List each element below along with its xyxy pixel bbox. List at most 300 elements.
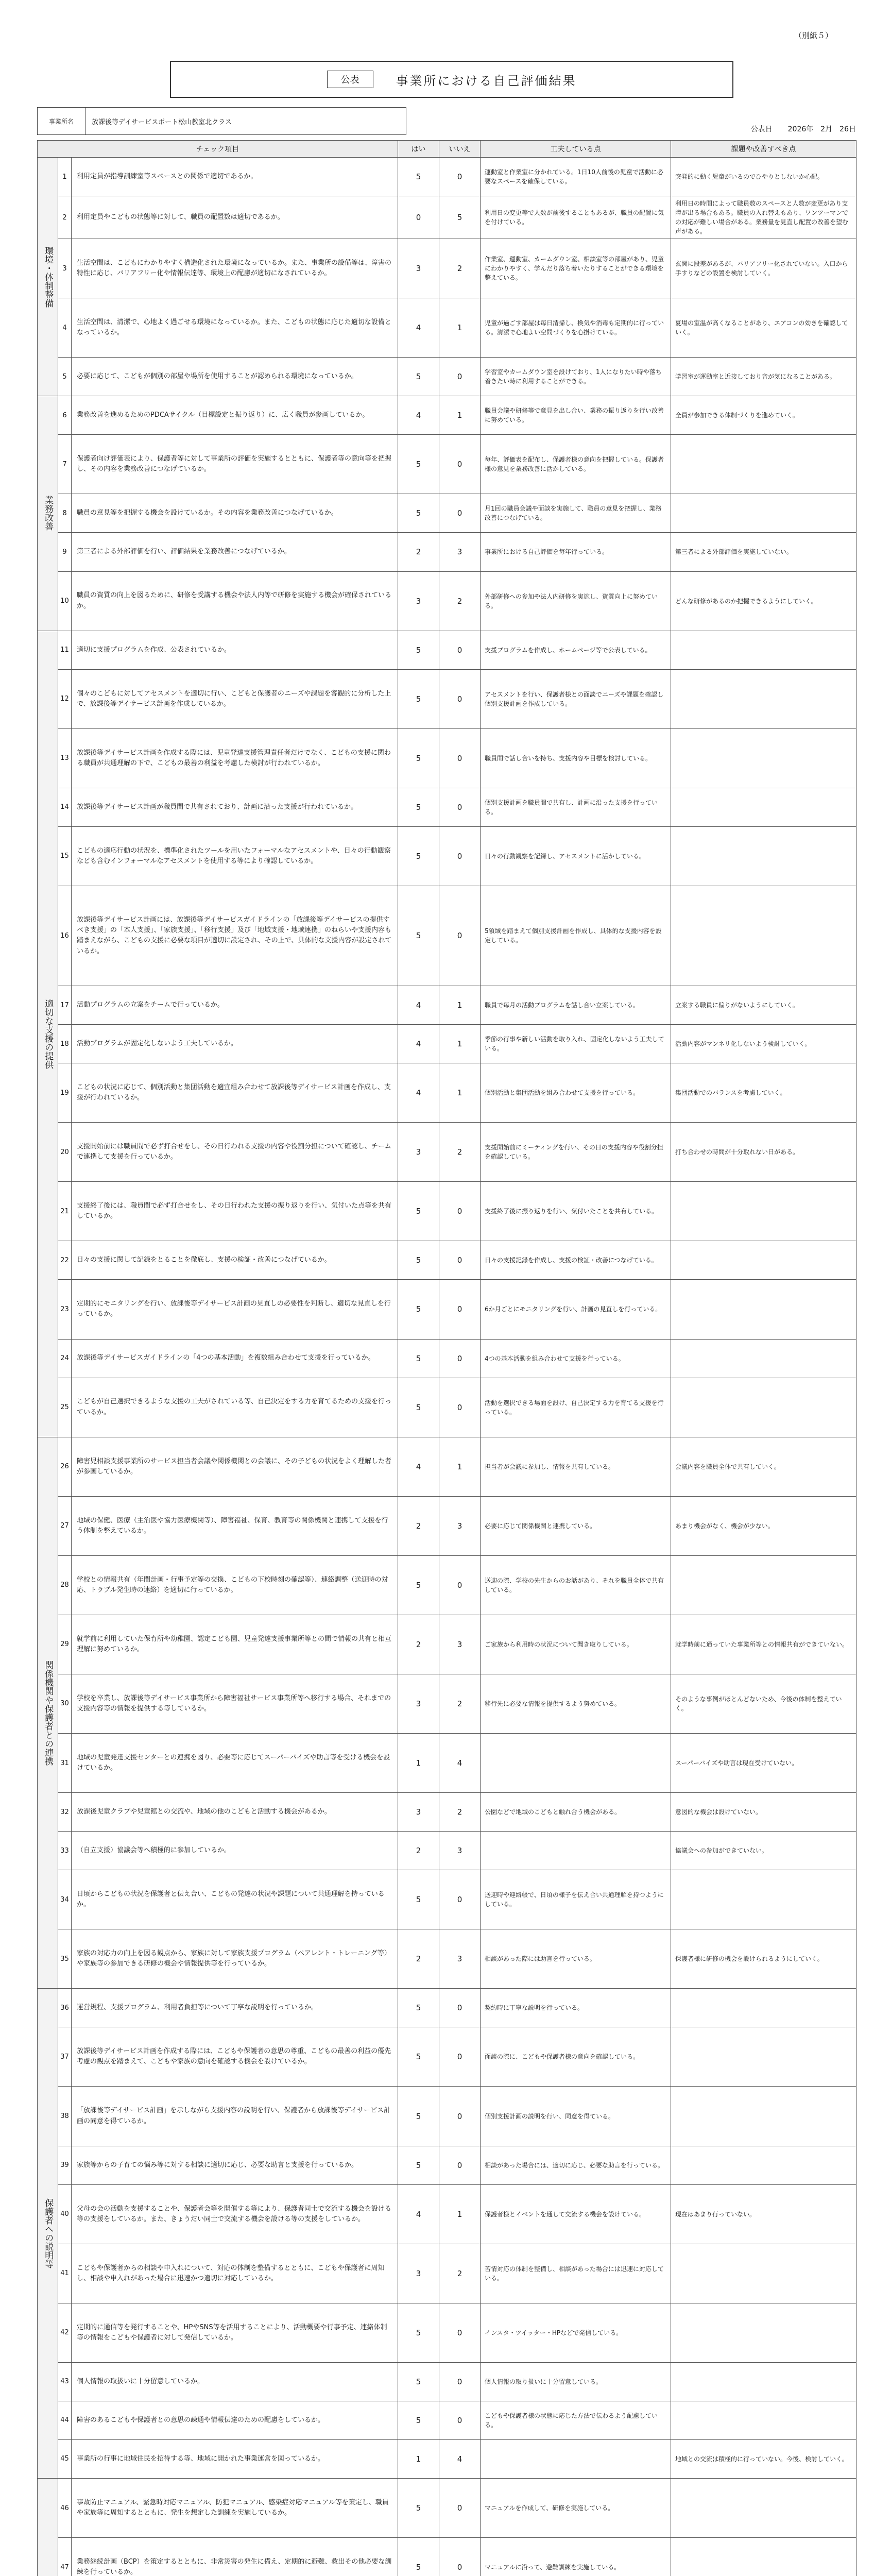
improvement-comment: 会議内容を職員全体で共有していく。 [671,1437,856,1496]
yes-count: 4 [398,2184,439,2244]
no-count: 2 [439,2244,481,2303]
row-number: 30 [58,1674,72,1733]
improvement-comment: 打ち合わせの時間が十分取れない日がある。 [671,1123,856,1182]
check-item: 事故防止マニュアル、緊急時対応マニュアル、防犯マニュアル、感染症対応マニュアル等を策定し、職員や家族等に周知するとともに、発生を想定した訓練を実施しているか。 [72,2478,398,2537]
improvement-comment: あまり機会がなく、機会が少ない。 [671,1496,856,1555]
header-improve: 課題や改善すべき点 [671,141,856,158]
row-number: 29 [58,1615,72,1674]
category-label: 業務改善 [38,396,58,631]
table-row [38,435,856,494]
row-number: 28 [58,1555,72,1615]
no-count: 3 [439,1615,481,1674]
table-row [38,2538,856,2576]
improvement-comment: 立案する職員に偏りがないようにしていく。 [671,986,856,1025]
check-item: 父母の会の活動を支援することや、保護者会等を開催する等により、保護者同士で交流する機会を設ける等の支援をしているか。また、きょうだい同士で交流する機会を設ける等の支援をしているか。 [72,2184,398,2244]
yes-count: 5 [398,2146,439,2184]
yes-count: 5 [398,788,439,826]
yes-count: 4 [398,1063,439,1123]
improvement-comment [671,1339,856,1378]
yes-count: 2 [398,533,439,571]
row-number: 22 [58,1241,72,1280]
check-item: （自立支援）協議会等へ積極的に参加しているか。 [72,1832,398,1870]
no-count: 2 [439,1123,481,1182]
improvement-comment: 全員が参加できる体制づくりを進めていく。 [671,396,856,435]
row-number: 17 [58,986,72,1025]
check-item: 職員の資質の向上を図るために、研修を受講する機会や法人内等で研修を実施する機会が確保されているか。 [72,571,398,631]
no-count: 0 [439,2146,481,2184]
no-count: 0 [439,1989,481,2027]
effort-comment: 運動室と作業室に分かれている。1日10人前後の児童で活動に必要なスペースを確保している。 [481,158,671,196]
yes-count: 4 [398,298,439,358]
check-item: 事業所の行事に地域住民を招待する等、地域に開かれた事業運営を図っているか。 [72,2439,398,2478]
table-row [38,1674,856,1733]
table-row [38,886,856,986]
improvement-comment [671,1280,856,1339]
row-number: 9 [58,533,72,571]
effort-comment: マニュアルを作成して、研修を実施している。 [481,2478,671,2537]
row-number: 10 [58,571,72,631]
improvement-comment: 玄関に段差があるが、バリアフリー化されていない。入口から手すりなどの設置を検討していく。 [671,239,856,298]
table-row [38,1989,856,2027]
effort-comment: 個別支援計画を職員間で共有し、計画に沿った支援を行っている。 [481,788,671,826]
effort-comment: 4つの基本活動を組み合わせて支援を行っている。 [481,1339,671,1378]
yes-count: 0 [398,196,439,239]
table-row [38,2244,856,2303]
check-item: 個人情報の取扱いに十分留意しているか。 [72,2362,398,2401]
no-count: 0 [439,1378,481,1437]
no-count: 2 [439,1674,481,1733]
effort-comment: 職員で毎月の活動プログラムを話し合い立案している。 [481,986,671,1025]
improvement-comment: 保護者様に研修の機会を設けられるようにしていく。 [671,1929,856,1989]
row-number: 14 [58,788,72,826]
check-item: 適切に支援プログラムを作成、公表されているか。 [72,631,398,669]
check-item: 活動プログラムの立案をチームで行っているか。 [72,986,398,1025]
no-count: 0 [439,1339,481,1378]
check-item: こどもの適応行動の状況を、標準化されたツールを用いたフォーマルなアセスメントや、日々の行動観察なども含むインフォーマルなアセスメントを使用する等により確認しているか。 [72,826,398,886]
effort-comment: 相談があった場合には、適切に応じ、必要な助言を行っている。 [481,2146,671,2184]
row-number: 37 [58,2027,72,2087]
row-number: 42 [58,2303,72,2362]
check-item: 職員の意見等を把握する機会を設けているか。その内容を業務改善につなげているか。 [72,494,398,533]
no-count: 0 [439,435,481,494]
improvement-comment: 現在はあまり行っていない。 [671,2184,856,2244]
table-row [38,1870,856,1929]
check-item: 生活空間は、清潔で、心地よく過ごせる環境になっているか。また、こどもの状態に応じた適切な設備となっているか。 [72,298,398,358]
improvement-comment [671,1182,856,1241]
yes-count: 2 [398,1496,439,1555]
check-item: 放課後等デイサービス計画を作成する際には、児童発達支援管理責任者だけでなく、こどもの支援に関わる職員が共通理解の下で、こどもの最善の利益を考慮した検討が行われているか。 [72,728,398,788]
no-count: 0 [439,728,481,788]
improvement-comment [671,1378,856,1437]
yes-count: 5 [398,728,439,788]
yes-count: 4 [398,1437,439,1496]
yes-count: 5 [398,1182,439,1241]
no-count: 0 [439,886,481,986]
table-row [38,1832,856,1870]
check-item: 放課後等デイサービス計画には、放課後等デイサービスガイドラインの「放課後等デイサービスの提供すべき支援」の「本人支援」、「家族支援」、「移行支援」及び「地域支援・地域連携」のねらいや支援内容も踏まえながら、こどもの支援に必要な項目が適切に設定され、その上で、具体的な支援内容が設定されているか。 [72,886,398,986]
improvement-comment [671,886,856,986]
check-item: 個々のこどもに対してアセスメントを適切に行い、こどもと保護者のニーズや課題を客観的に分析した上で、放課後等デイサービス計画を作成しているか。 [72,669,398,728]
yes-count: 5 [398,1989,439,2027]
no-count: 0 [439,2027,481,2087]
improvement-comment [671,1870,856,1929]
table-row [38,1123,856,1182]
table-row [38,986,856,1025]
row-number: 38 [58,2087,72,2146]
row-number: 7 [58,435,72,494]
table-row [38,2303,856,2362]
yes-count: 5 [398,886,439,986]
no-count: 0 [439,2362,481,2401]
check-item: 利用定員が指導訓練室等スペースとの関係で適切であるか。 [72,158,398,196]
improvement-comment [671,1989,856,2027]
check-item: 障害のあるこどもや保護者との意思の疎通や情報伝達のための配慮をしているか。 [72,2401,398,2439]
check-item: 地域の児童発達支援センターとの連携を図り、必要等に応じてスーパーバイズや助言等を受ける機会を設けているか。 [72,1734,398,1793]
yes-count: 3 [398,571,439,631]
table-row [38,1339,856,1378]
no-count: 3 [439,533,481,571]
row-number: 6 [58,396,72,435]
table-row [38,1496,856,1555]
yes-count: 1 [398,2439,439,2478]
no-count: 2 [439,1793,481,1832]
yes-count: 5 [398,494,439,533]
effort-comment: 支援終了後に振り返りを行い、気付いたことを共有している。 [481,1182,671,1241]
check-item: こどもや保護者からの相談や申入れについて、対応の体制を整備するとともに、こどもや保護者に周知し、相談や申入れがあった場合に迅速かつ適切に対応しているか。 [72,2244,398,2303]
no-count: 1 [439,986,481,1025]
check-item: 業務継続計画（BCP）を策定するとともに、非常災害の発生に備え、定期的に避難、救出その他必要な訓練を行っているか。 [72,2538,398,2576]
category-label: 環境・体制整備 [38,158,58,396]
effort-comment: 支援開始前にミーティングを行い、その日の支援内容や役割分担を確認している。 [481,1123,671,1182]
row-number: 23 [58,1280,72,1339]
table-row [38,2146,856,2184]
header-yes: はい [398,141,439,158]
row-number: 44 [58,2401,72,2439]
yes-count: 5 [398,2362,439,2401]
check-item: 放課後等デイサービスガイドラインの「4つの基本活動」を複数組み合わせて支援を行っているか。 [72,1339,398,1378]
improvement-comment: 突発的に動く児童がいるのでひやりとしないか心配。 [671,158,856,196]
improvement-comment: 第三者による外部評価を実施していない。 [671,533,856,571]
no-count: 1 [439,2184,481,2244]
no-count: 0 [439,494,481,533]
check-item: 保護者向け評価表により、保護者等に対して事業所の評価を実施するとともに、保護者等の意向等を把握し、その内容を業務改善につなげているか。 [72,435,398,494]
row-number: 20 [58,1123,72,1182]
yes-count: 3 [398,2244,439,2303]
no-count: 0 [439,1241,481,1280]
row-number: 24 [58,1339,72,1378]
table-row [38,1734,856,1793]
table-row [38,358,856,396]
publication-date: 2026年 2月 26日 [787,125,856,133]
improvement-comment: 集団活動でのバランスを考慮していく。 [671,1063,856,1123]
check-item: 定期的に通信等を発行することや、HPやSNS等を活用することにより、活動概要や行事予定、連絡体制等の情報をこどもや保護者に対して発信しているか。 [72,2303,398,2362]
yes-count: 5 [398,2087,439,2146]
table-row [38,1241,856,1280]
table-row [38,396,856,435]
effort-comment: アセスメントを行い、保護者様との面談でニーズや課題を確認し個別支援計画を作成している。 [481,669,671,728]
no-count: 1 [439,396,481,435]
effort-comment [481,1832,671,1870]
no-count: 4 [439,1734,481,1793]
table-row [38,571,856,631]
publication-label: 公表日 [750,125,773,133]
no-count: 0 [439,669,481,728]
yes-count: 5 [398,2478,439,2537]
no-count: 3 [439,1496,481,1555]
improvement-comment [671,435,856,494]
yes-count: 5 [398,358,439,396]
table-row [38,494,856,533]
improvement-comment [671,788,856,826]
improvement-comment [671,1241,856,1280]
yes-count: 5 [398,631,439,669]
effort-comment: 5領域を踏まえて個別支援計画を作成し、具体的な支援内容を設定している。 [481,886,671,986]
no-count: 3 [439,1832,481,1870]
no-count: 1 [439,1025,481,1063]
row-number: 47 [58,2538,72,2576]
check-item: 必要に応じて、こどもが個別の部屋や場所を使用することが認められる環境になっているか。 [72,358,398,396]
improvement-comment [671,494,856,533]
evaluation-table [37,140,856,2576]
table-row [38,2184,856,2244]
yes-count: 2 [398,1615,439,1674]
row-number: 4 [58,298,72,358]
effort-comment: 担当者が会議に参加し、情報を共有している。 [481,1437,671,1496]
office-info-row [37,107,856,135]
no-count: 4 [439,2439,481,2478]
improvement-comment [671,728,856,788]
header-check-item: チェック項目 [38,141,398,158]
table-row [38,2087,856,2146]
no-count: 1 [439,298,481,358]
check-item: 地域の保健、医療（主治医や協力医療機関等）、障害福祉、保育、教育等の関係機関と連携して支援を行う体制を整えているか。 [72,1496,398,1555]
yes-count: 5 [398,158,439,196]
improvement-comment: 活動内容がマンネリ化しないよう検討していく。 [671,1025,856,1063]
no-count: 0 [439,358,481,396]
no-count: 2 [439,239,481,298]
effort-comment [481,1734,671,1793]
table-row [38,1280,856,1339]
category-label: 保護者への説明等 [38,1989,58,2479]
check-item: 支援開始前には職員間で必ず打合せをし、その日行われる支援の内容や役割分担について確認し、チームで連携して支援を行っているか。 [72,1123,398,1182]
improvement-comment [671,2244,856,2303]
row-number: 1 [58,158,72,196]
check-item: 運営規程、支援プログラム、利用者負担等について丁寧な説明を行っているか。 [72,1989,398,2027]
no-count: 0 [439,2478,481,2537]
no-count: 5 [439,196,481,239]
improvement-comment: 利用日の時間によって職員数のスペースと人数が変更があり支障が出る場合もある。職員の入れ替えもあり、ワンツーマンでの対応が難しい場合がある。業務量を見直し配置の改善を望む声がある。 [671,196,856,239]
table-row [38,1025,856,1063]
yes-count: 2 [398,1929,439,1989]
improvement-comment [671,2087,856,2146]
table-row [38,158,856,196]
table-row [38,1378,856,1437]
no-count: 0 [439,826,481,886]
table-row [38,2362,856,2401]
check-item: 活動プログラムが固定化しないよう工夫しているか。 [72,1025,398,1063]
yes-count: 5 [398,1378,439,1437]
improvement-comment: スーパーバイズや助言は現在受けていない。 [671,1734,856,1793]
yes-count: 5 [398,2401,439,2439]
row-number: 36 [58,1989,72,2027]
check-item: 業務改善を進めるためのPDCAサイクル（目標設定と振り返り）に、広く職員が参画しているか。 [72,396,398,435]
table-row [38,2478,856,2537]
row-number: 31 [58,1734,72,1793]
effort-comment: 移行先に必要な情報を提供するよう努めている。 [481,1674,671,1733]
effort-comment: 6か月ごとにモニタリングを行い、計画の見直しを行っている。 [481,1280,671,1339]
effort-comment: 送迎の際、学校の先生からのお話があり、それを職員全体で共有している。 [481,1555,671,1615]
improvement-comment: 学習室が運動室と近接しており音が気になることがある。 [671,358,856,396]
row-number: 15 [58,826,72,886]
no-count: 1 [439,1063,481,1123]
table-row [38,239,856,298]
effort-comment: 外部研修への参加や法人内研修を実施し、資質向上に努めている。 [481,571,671,631]
row-number: 34 [58,1870,72,1929]
row-number: 39 [58,2146,72,2184]
publication-info [751,107,856,135]
improvement-comment [671,1555,856,1615]
table-row [38,1793,856,1832]
check-item: 第三者による外部評価を行い、評価結果を業務改善につなげているか。 [72,533,398,571]
improvement-comment: 夏場の室温が高くなることがあり、エアコンの効きを確認していく。 [671,298,856,358]
row-number: 26 [58,1437,72,1496]
effort-comment: 学習室やカームダウン室を設けており、1人になりたい時や落ち着きたい時に利用することができる。 [481,358,671,396]
improvement-comment [671,826,856,886]
no-count: 3 [439,1929,481,1989]
table-row [38,669,856,728]
row-number: 25 [58,1378,72,1437]
check-item: 就学前に利用していた保育所や幼稚園、認定こども園、児童発達支援事業所等との間で情報の共有と相互理解に努めているか。 [72,1615,398,1674]
yes-count: 4 [398,986,439,1025]
yes-count: 5 [398,1280,439,1339]
no-count: 2 [439,571,481,631]
no-count: 0 [439,788,481,826]
check-item: 日々の支援に関して記録をとることを徹底し、支援の検証・改善につなげているか。 [72,1241,398,1280]
table-row [38,1437,856,1496]
check-item: 学校との情報共有（年間計画・行事予定等の交換、こどもの下校時刻の確認等）、連絡調整（送迎時の対応、トラブル発生時の連絡）を適切に行っているか。 [72,1555,398,1615]
row-number: 41 [58,2244,72,2303]
check-item: 「放課後等デイサービス計画」を示しながら支援内容の説明を行い、保護者から放課後等デイサービス計画の同意を得ているか。 [72,2087,398,2146]
improvement-comment: 意図的な機会は設けていない。 [671,1793,856,1832]
check-item: こどもの状況に応じて、個別活動と集団活動を適宜組み合わせて放課後等デイサービス計画を作成し、支援が行われているか。 [72,1063,398,1123]
improvement-comment: 就学時前に通っていた事業所等との情報共有ができていない。 [671,1615,856,1674]
check-item: 放課後等デイサービス計画を作成する際には、こどもや保護者の意思の尊重、こどもの最善の利益の優先考慮の観点を踏まえて、こどもや家族の意向を確認する機会を設けているか。 [72,2027,398,2087]
effort-comment: 職員間で話し合いを持ち、支援内容や目標を検討している。 [481,728,671,788]
effort-comment: 利用日の変更等で人数が前後することもあるが、職員の配置に気を付けている。 [481,196,671,239]
category-label: 関係機関や保護者との連携 [38,1437,58,1989]
effort-comment: 保護者様とイベントを通して交流する機会を設けている。 [481,2184,671,2244]
effort-comment: 日々の支援記録を作成し、支援の検証・改善につなげている。 [481,1241,671,1280]
no-count: 0 [439,631,481,669]
row-number: 19 [58,1063,72,1123]
yes-count: 5 [398,1339,439,1378]
improvement-comment [671,2303,856,2362]
header-effort: 工夫している点 [481,141,671,158]
no-count: 0 [439,1182,481,1241]
title-box [170,61,733,98]
row-number: 11 [58,631,72,669]
yes-count: 4 [398,396,439,435]
effort-comment: 日々の行動観察を記録し、アセスメントに活かしている。 [481,826,671,886]
row-number: 27 [58,1496,72,1555]
no-count: 0 [439,2538,481,2576]
table-row [38,1555,856,1615]
row-number: 3 [58,239,72,298]
table-row [38,1063,856,1123]
effort-comment: マニュアルに沿って、避難訓練を実施している。 [481,2538,671,2576]
improvement-comment [671,2401,856,2439]
no-count: 0 [439,158,481,196]
row-number: 46 [58,2478,72,2537]
table-row [38,1929,856,1989]
table-row [38,2027,856,2087]
office-name-label: 事業所名 [37,107,85,135]
effort-comment: 個人情報の取り扱いに十分留意している。 [481,2362,671,2401]
row-number: 13 [58,728,72,788]
effort-comment: 支援プログラムを作成し、ホームページ等で公表している。 [481,631,671,669]
row-number: 35 [58,1929,72,1989]
table-row [38,788,856,826]
row-number: 32 [58,1793,72,1832]
row-number: 43 [58,2362,72,2401]
row-number: 40 [58,2184,72,2244]
effort-comment: 作業室、運動室、カームダウン室、相談室等の部屋があり、児童にわかりやすく、学んだり落ち着いたりすることができる環境を整えている。 [481,239,671,298]
no-count: 0 [439,1555,481,1615]
yes-count: 5 [398,2538,439,2576]
category-label [38,2478,58,2576]
no-count: 0 [439,1280,481,1339]
effort-comment: こどもや保護者様の状態に応じた方法で伝わるよう配慮している。 [481,2401,671,2439]
improvement-comment: そのような事例がほとんどないため、今後の体制を整えていく。 [671,1674,856,1733]
check-item: 生活空間は、こどもにわかりやすく構造化された環境になっているか。また、事業所の設備等は、障害の特性に応じ、バリアフリー化や情報伝達等、環境上の配慮が適切になされているか。 [72,239,398,298]
table-header-row [38,141,856,158]
yes-count: 1 [398,1734,439,1793]
check-item: 定期的にモニタリングを行い、放課後等デイサービス計画の見直しの必要性を判断し、適切な見直しを行っているか。 [72,1280,398,1339]
improvement-comment [671,631,856,669]
yes-count: 3 [398,239,439,298]
effort-comment: 毎年、評価表を配布し、保護者様の意向を把握している。保護者様の意見を業務改善に活かしている。 [481,435,671,494]
check-item: 障害児相談支援事業所のサービス担当者会議や関係機関との会議に、その子どもの状況をよく理解した者が参画しているか。 [72,1437,398,1496]
check-item: 放課後等デイサービス計画が職員間で共有されており、計画に沿った支援が行われているか。 [72,788,398,826]
improvement-comment: どんな研修があるのか把握できるようにしていく。 [671,571,856,631]
no-count: 1 [439,1437,481,1496]
row-number: 8 [58,494,72,533]
check-item: 支援終了後には、職員間で必ず打合せをし、その日行われた支援の振り返りを行い、気付いた点等を共有しているか。 [72,1182,398,1241]
yes-count: 5 [398,1241,439,1280]
effort-comment: 季節の行事や新しい活動を取り入れ、固定化しないよう工夫している。 [481,1025,671,1063]
improvement-comment [671,2027,856,2087]
office-name-value: 放課後等デイサービスポート松山教室北クラス [85,107,406,135]
row-number: 45 [58,2439,72,2478]
row-number: 21 [58,1182,72,1241]
check-item: 学校を卒業し、放課後等デイサービス事業所から障害福祉サービス事業所等へ移行する場合、それまでの支援内容等の情報を提供する等しているか。 [72,1674,398,1733]
improvement-comment [671,669,856,728]
effort-comment: 個別活動と集団活動を組み合わせて支援を行っている。 [481,1063,671,1123]
no-count: 0 [439,1870,481,1929]
improvement-comment: 協議会への参加ができていない。 [671,1832,856,1870]
table-row [38,826,856,886]
effort-comment: 相談があった際には助言を行っている。 [481,1929,671,1989]
check-item: 家族等からの子育ての悩み等に対する相談に適切に応じ、必要な助言と支援を行っているか。 [72,2146,398,2184]
effort-comment: 個別支援計画の説明を行い、同意を得ている。 [481,2087,671,2146]
table-row [38,533,856,571]
effort-comment: 職員会議や研修等で意見を出し合い、業務の振り返りを行い改善に努めている。 [481,396,671,435]
row-number: 18 [58,1025,72,1063]
no-count: 0 [439,2401,481,2439]
improvement-comment [671,2146,856,2184]
check-item: 利用定員やこどもの状態等に対して、職員の配置数は適切であるか。 [72,196,398,239]
effort-comment: 事業所における自己評価を毎年行っている。 [481,533,671,571]
